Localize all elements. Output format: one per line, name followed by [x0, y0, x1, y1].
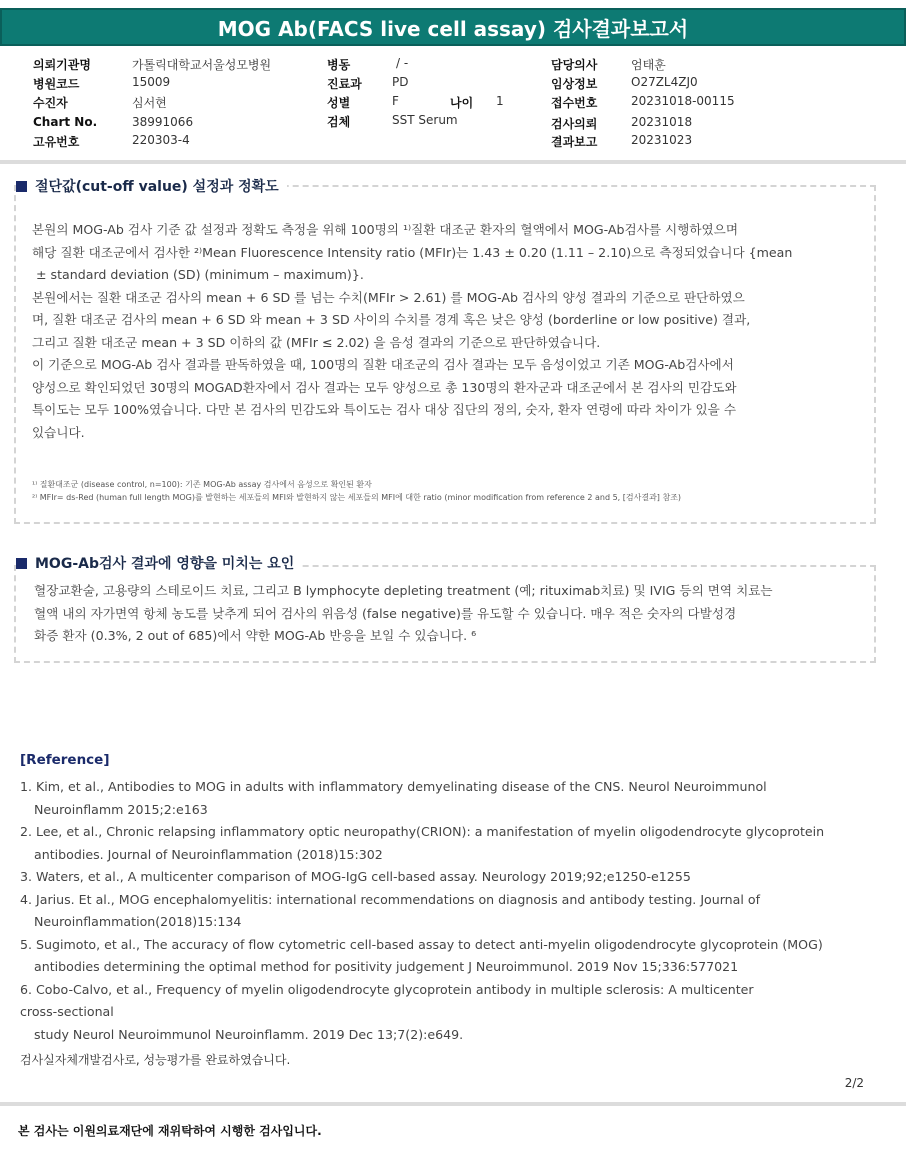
reference-list	[20, 776, 880, 1046]
reference-line: 3. Waters, et al., A multicenter comparison of MOG-IgG cell-based assay. Neurology 2019;92;e1250-e1255	[20, 869, 691, 884]
text-line: 본원에서는 질환 대조군 검사의 mean + 6 SD 를 넘는 수치(MFIr > 2.61) 를 MOG-Ab 검사의 양성 결과의 기준으로 판단하였으	[32, 289, 745, 305]
text-line: 특이도는 모두 100%였습니다. 다만 본 검사의 민감도와 특이도는 검사 대상 집단의 정의, 숫자, 환자 연령에 따라 차이가 있을 수	[32, 402, 737, 417]
text-line: 본원의 MOG-Ab 검사 기준 값 설정과 정확도 측정을 위해 100명의 ¹⁾질환 대조군 환자의 혈액에서 MOG-Ab검사를 시행하였으며	[32, 222, 739, 237]
bullet-square-icon	[16, 558, 27, 569]
patient-info	[0, 54, 906, 154]
text-line: ± standard deviation (SD) (minimum – maximum)}.	[32, 267, 364, 282]
info-value-request-date: 20231018	[631, 115, 693, 129]
closing-statement: 검사실자체개발검사로, 성능평가를 완료하였습니다.	[20, 1053, 291, 1067]
factors-section-body	[34, 580, 872, 648]
info-label-request-date: 검사의뢰	[551, 117, 598, 131]
cutoff-section-body	[32, 219, 872, 444]
info-value-clinical-info: O27ZL4ZJ0	[631, 75, 698, 89]
text-line: 그리고 질환 대조군 mean + 3 SD 이하의 값 (MFIr ≤ 2.02) 을 음성 결과의 기준으로 판단하였습니다.	[32, 334, 601, 350]
info-label-hospital-code: 병원코드	[33, 77, 80, 91]
info-label-chart-no: Chart No.	[33, 115, 98, 129]
info-label-receipt-no: 접수번호	[551, 96, 598, 110]
report-title: MOG Ab(FACS live cell assay) 검사결과보고서	[0, 8, 906, 46]
info-value-patient: 심서현	[132, 96, 167, 110]
footnote-2: ²⁾ MFIr= ds-Red (human full length MOG)를 발현하는 세포들의 MFI와 발현하지 않는 세포들의 MFI에 대한 ratio (minor modification from reference 2 and 5, [검사결과] 참조)	[32, 493, 682, 502]
text-line: 양성으로 확인되었던 30명의 MOGAD환자에서 검사 결과는 모두 양성으로 총 130명의 환자군과 대조군에서 본 검사의 민감도와	[32, 379, 737, 395]
text-line: 혈장교환술, 고용량의 스테로이드 치료, 그리고 B lymphocyte depleting treatment (예; rituximab치료) 및 IVIG 등의 면역 치료는	[34, 583, 773, 598]
info-value-specimen: SST Serum	[392, 113, 458, 127]
footnote-1: ¹⁾ 질환대조군 (disease control, n=100): 기존 MOG-Ab assay 검사에서 음성으로 확인된 환자	[32, 480, 372, 489]
info-label-specimen: 검체	[327, 115, 351, 129]
reference-line: 2. Lee, et al., Chronic relapsing inflammatory optic neuropathy(CRION): a manifestation of myelin oligodendrocyte glycoprotein	[20, 824, 825, 839]
cutoff-section-title: 절단값(cut-off value) 설정과 정확도	[35, 179, 279, 195]
reference-line: cross-sectional	[20, 1004, 114, 1019]
info-value-doctor: 엄태훈	[631, 58, 666, 72]
info-value-ward: / -	[396, 56, 409, 70]
reference-line: Neuroinflammation(2018)15:134	[34, 914, 242, 929]
info-label-unique-no: 고유번호	[33, 135, 80, 149]
text-line: 혈액 내의 자가면역 항체 농도를 낮추게 되어 검사의 위음성 (false negative)를 유도할 수 있습니다. 매우 적은 숫자의 다발성경	[34, 605, 737, 621]
footer-divider	[0, 1102, 906, 1106]
info-label-department: 진료과	[327, 77, 362, 91]
info-value-hospital-code: 15009	[132, 75, 171, 89]
info-label-sex: 성별	[327, 96, 351, 110]
text-line: 이 기준으로 MOG-Ab 검사 결과를 판독하였을 때, 100명의 질환 대조군의 검사 결과는 모두 음성이었고 기존 MOG-Ab검사에서	[32, 357, 734, 372]
reference-line: Neuroinflamm 2015;2:e163	[34, 801, 208, 817]
reference-line: antibodies determining the optimal method for positivity judgement J Neuroimmunol. 2019 Nov 15;336:577021	[34, 959, 739, 974]
text-line: 며, 질환 대조군 검사의 mean + 6 SD 와 mean + 3 SD 사이의 수치를 경계 혹은 낮은 양성 (borderline or low positive) 결과,	[32, 312, 751, 327]
text-line: 있습니다.	[32, 424, 85, 440]
reference-line: 1. Kim, et al., Antibodies to MOG in adults with inflammatory demyelinating disease of the CNS. Neurol Neuroimmunol	[20, 779, 767, 794]
info-value-institution: 가톨릭대학교서울성모병원	[132, 58, 272, 72]
factors-section-heading	[16, 553, 302, 573]
reference-line: 5. Sugimoto, et al., The accuracy of flow cytometric cell-based assay to detect anti-myelin oligodendrocyte glycoprotein (MOG)	[20, 936, 823, 952]
reference-line: 6. Cobo-Calvo, et al., Frequency of myelin oligodendrocyte glycoprotein antibody in multiple sclerosis: A multicenter	[20, 981, 754, 997]
text-line: 화증 환자 (0.3%, 2 out of 685)에서 약한 MOG-Ab 반응을 보일 수 있습니다. ⁶	[34, 628, 477, 643]
factors-section-title: MOG-Ab검사 결과에 영향을 미치는 요인	[35, 556, 295, 572]
cutoff-section-heading	[16, 176, 287, 196]
text-line: 해당 질환 대조군에서 검사한 ²⁾Mean Fluorescence Intensity ratio (MFIr)는 1.43 ± 0.20 (1.11 – 2.10)으로 측정되었습니다 {mean	[32, 244, 793, 260]
info-label-institution: 의뢰기관명	[33, 58, 91, 72]
reference-line: 4. Jarius. Et al., MOG encephalomyelitis: international recommendations on diagnosis and antibody testing. Journal of	[20, 891, 761, 907]
footer-note: 본 검사는 이원의료재단에 재위탁하여 시행한 검사입니다.	[18, 1124, 322, 1138]
reference-title: [Reference]	[20, 752, 110, 768]
info-value-department: PD	[392, 75, 409, 89]
info-value-receipt-no: 20231018-00115	[631, 94, 735, 108]
info-label-age: 나이	[450, 96, 474, 110]
info-label-patient: 수진자	[33, 96, 68, 110]
info-label-ward: 병동	[327, 58, 351, 72]
reference-line: antibodies. Journal of Neuroinflammation (2018)15:302	[34, 846, 383, 862]
info-label-clinical-info: 임상정보	[551, 77, 598, 91]
info-value-unique-no: 220303-4	[132, 133, 190, 147]
info-value-report-date: 20231023	[631, 133, 693, 147]
info-value-age: 1	[496, 94, 504, 108]
divider	[0, 160, 906, 164]
info-value-chart-no: 38991066	[132, 115, 194, 129]
bullet-square-icon	[16, 181, 27, 192]
info-label-doctor: 담당의사	[551, 58, 598, 72]
info-value-sex: F	[392, 94, 399, 108]
info-label-report-date: 결과보고	[551, 135, 598, 149]
page-number: 2/2	[844, 1076, 864, 1090]
reference-line: study Neurol Neuroimmunol Neuroinflamm. 2019 Dec 13;7(2):e649.	[34, 1026, 464, 1042]
